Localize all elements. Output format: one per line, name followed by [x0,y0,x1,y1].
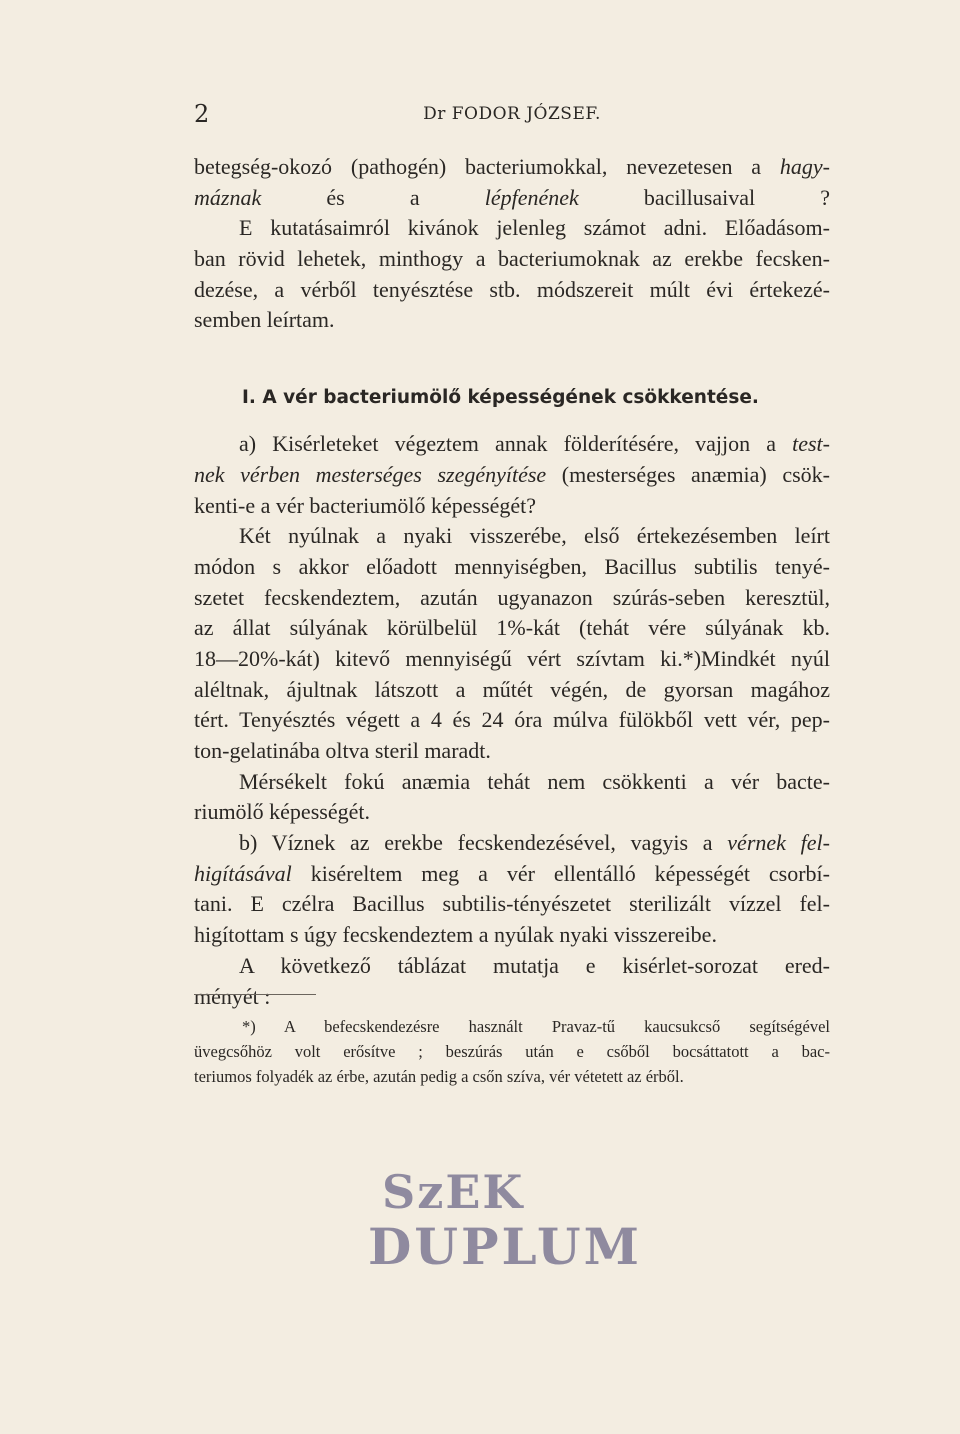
text-line: ban rövid lehetek, minthogy a bacteriumoknak az erekbe fecsken- [194,246,830,272]
footnote-rule [194,994,316,995]
page-header [194,100,830,130]
text-line: E kutatásaimról kivánok jelenleg számot adni. Előadásom- [239,215,830,241]
text-line: semben leírtam. [194,307,335,333]
text-line: módon s akkor előadott mennyiségben, Bacillus subtilis tenyé- [194,553,830,579]
stamp-text: SzEK [382,1165,525,1219]
text-line: Két nyúlnak a nyaki visszerébe, első értekezésemben leírt [239,523,830,549]
text-line: riumölő képességét. [194,799,370,825]
text-line: higítottam s úgy fecskendeztem a nyúlak nyaki visszereibe. [194,922,717,948]
text-line: máznak és a lépfenének bacillusaival ? [194,184,830,210]
text-line: szetet fecskendeztem, azután ugyanazon szúrás-seben keresztül, [194,584,830,610]
body-text [194,152,830,1012]
text-line: aléltnak, ájultnak látszott a műtét végén, de gyorsan magához [194,676,830,702]
running-head: Dr FODOR JÓZSEF. [423,104,601,124]
footnote-line: *) A befecskendezésre használt Pravaz-tű kaucsukcső segítségével [242,1017,830,1036]
footnote [194,1014,830,1089]
text-line: Mérsékelt fokú anæmia tehát nem csökkenti a vér bacte- [239,768,830,794]
section-heading: I. A vér bacteriumölő képességének csökkentése. [242,387,759,409]
text-line: dezése, a vérből tenyésztése stb. módszereit múlt évi értekezé- [194,276,830,302]
text-line: ményét : [194,983,271,1009]
text-line: higításával kiséreltem meg a vér ellentálló képességét csorbí- [194,860,830,886]
text-line: tért. Tenyésztés végett a 4 és 24 óra múlva fülökből vett vér, pep- [194,707,830,733]
text-line: betegség-okozó (pathogén) bacteriumokkal, nevezetesen a hagy- [194,154,830,179]
text-line: ton-gelatinába oltva steril maradt. [194,738,491,763]
text-line: tani. E czélra Bacillus subtilis-tényészetet sterilizált vízzel fel- [194,891,830,917]
footnote-line: üvegcsőhöz volt erősítve ; beszúrás után e csőből bocsáttatott a bac- [194,1042,830,1061]
footnote-line: teriumos folyadék az érbe, azután pedig a csőn szíva, vér vétetett az érből. [194,1067,684,1086]
text-line: kenti-e a vér bacteriumölő képességét? [194,492,537,518]
text-line: a) Kisérleteket végeztem annak földerítésére, vajjon a test- [239,431,830,457]
text-line: nek vérben mesterséges szegényítése (mesterséges anæmia) csök- [194,461,831,487]
text-line: az állat súlyának körülbelül 1%-kát (tehát vére súlyának kb. [194,615,830,641]
text-line: b) Víznek az erekbe fecskendezésével, vagyis a vérnek fel- [239,830,830,856]
stamp-text: DUPLUM [368,1217,642,1276]
text-line: 18—20%-kát) kitevő mennyiségű vért szívtam ki.*)Mindkét nyúl [194,645,830,671]
text-line: A következő táblázat mutatja e kisérlet-sorozat ered- [239,952,830,978]
page-number: 2 [194,100,210,128]
library-stamp [368,1165,642,1285]
